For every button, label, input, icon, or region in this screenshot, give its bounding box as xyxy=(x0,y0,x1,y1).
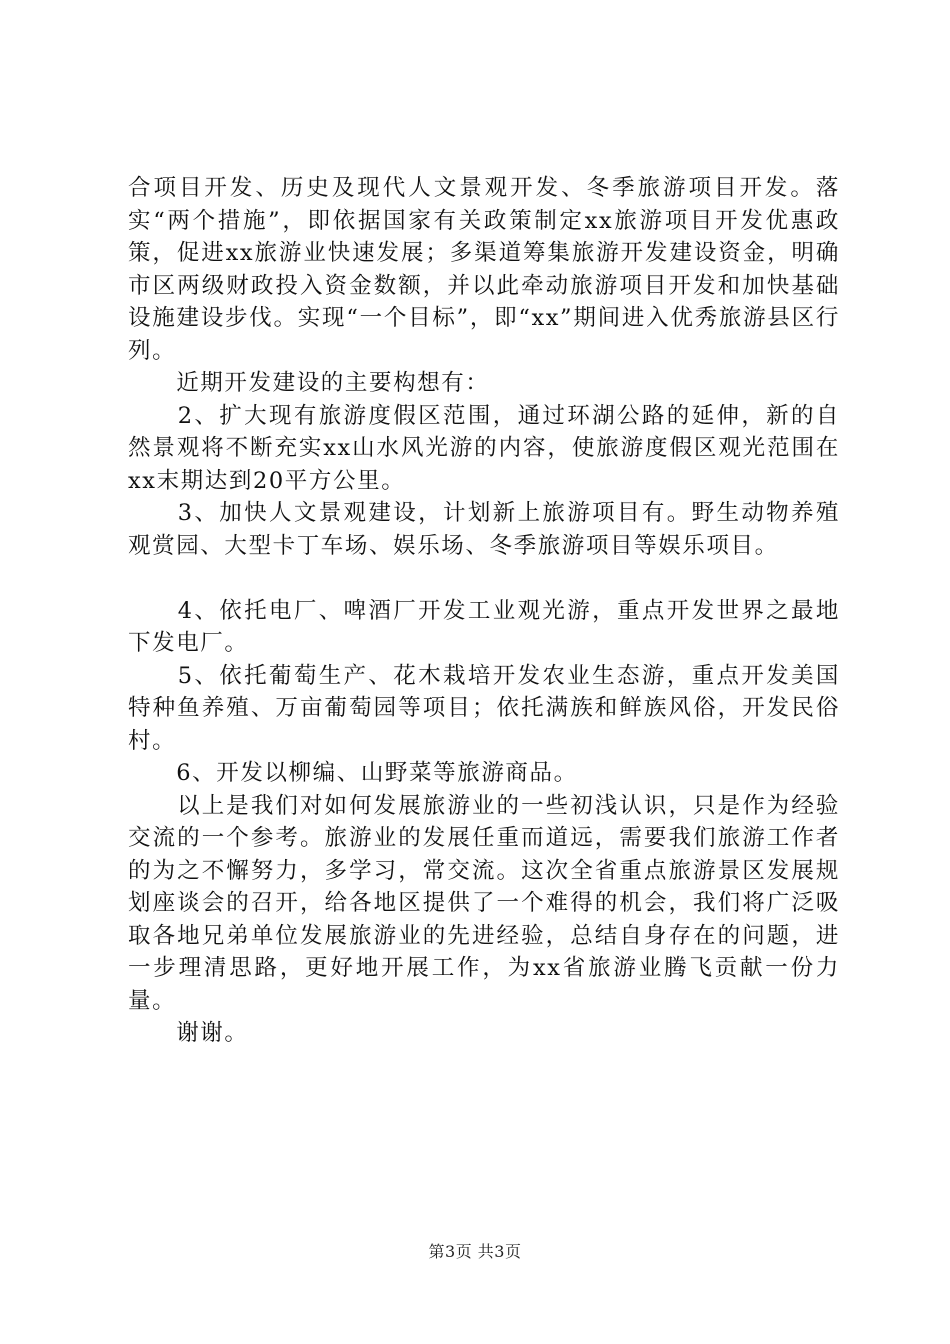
paragraph-item-4: 4、依托电厂、啤酒厂开发工业观光游，重点开发世界之最地下发电厂。 xyxy=(128,597,840,656)
blank-line xyxy=(128,562,840,595)
paragraph-item-3: 3、加快人文景观建设，计划新上旅游项目有。野生动物养殖观赏园、大型卡丁车场、娱乐场、冬季旅游项目等娱乐项目。 xyxy=(128,500,840,559)
paragraph-thanks: 谢谢。 xyxy=(128,1020,249,1046)
document-body xyxy=(128,172,840,1050)
paragraph-item-6: 6、开发以柳编、山野菜等旅游商品。 xyxy=(128,760,578,786)
paragraph-conclusion: 以上是我们对如何发展旅游业的一些初浅认识，只是作为经验交流的一个参考。旅游业的发展任重而道远，需要我们旅游工作者的为之不懈努力，多学习，常交流。这次全省重点旅游景区发展规划座谈会的召开，给各地区提供了一个难得的机会，我们将广泛吸取各地兄弟单位发展旅游业的先进经验，总结自身存在的问题，进一步理清思路，更好地开展工作，为xx省旅游业腾飞贡献一份力量。 xyxy=(128,792,840,1014)
paragraph-item-5: 5、依托葡萄生产、花木栽培开发农业生态游，重点开发美国特种鱼养殖、万亩葡萄园等项目；依托满族和鲜族风俗，开发民俗村。 xyxy=(128,662,840,754)
paragraph-item-2: 2、扩大现有旅游度假区范围，通过环湖公路的延伸，新的自然景观将不断充实xx山水风光游的内容，使旅游度假区观光范围在xx末期达到20平方公里。 xyxy=(128,402,840,494)
paragraph-plans-heading: 近期开发建设的主要构想有： xyxy=(128,370,490,396)
page-footer xyxy=(0,1242,950,1262)
paragraph-intro-continuation: 合项目开发、历史及现代人文景观开发、冬季旅游项目开发。落实“两个措施”，即依据国家有关政策制定xx旅游项目开发优惠政策，促进xx旅游业快速发展；多渠道筹集旅游开发建设资金，明确市区两级财政投入资金数额，并以此牵动旅游项目开发和加快基础设施建设步伐。实现“一个目标”，即“xx”期间进入优秀旅游县区行列。 xyxy=(128,175,840,364)
page-number-label: 第3页 共3页 xyxy=(428,1242,522,1261)
